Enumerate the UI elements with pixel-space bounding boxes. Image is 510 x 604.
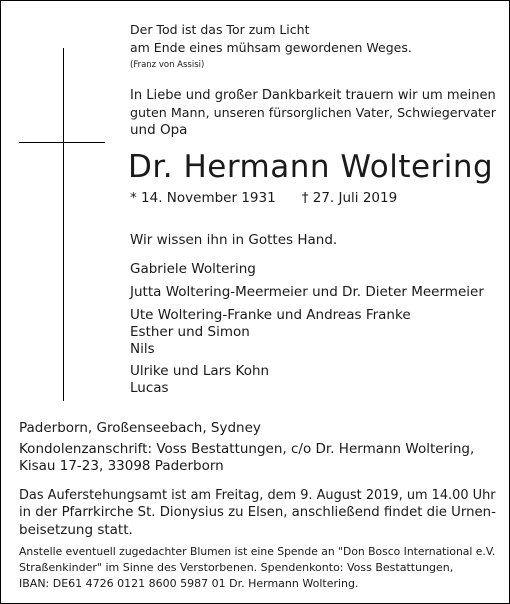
condolence-line-2: Kisau 17-23, 33098 Paderborn (19, 458, 224, 474)
places: Paderborn, Großenseebach, Sydney (19, 420, 261, 436)
cross-icon (63, 48, 64, 401)
donation-line-2: Straßenkinder" im Sinne des Verstorbenen. Spendenkonto: Voss Bestattungen, (19, 561, 454, 574)
donation-line-1: Anstelle eventuell zugedachter Blumen ist eine Spende an "Don Bosco International e.V. (19, 545, 496, 558)
mourner: Esther und Simon (130, 324, 250, 340)
service-line-1: Das Auferstehungsamt ist am Freitag, dem 9. August 2019, um 14.00 Uhr (19, 488, 496, 503)
mourner: Nils (130, 341, 155, 357)
mourner: Jutta Woltering-Meermeier und Dr. Dieter Meermeier (130, 284, 484, 300)
mourner: Lucas (130, 380, 169, 396)
death-date: † 27. Juli 2019 (301, 190, 398, 206)
condolence-line-1: Kondolenzanschrift: Voss Bestattungen, c/o Dr. Hermann Woltering, (19, 441, 475, 457)
intro-line-1: In Liebe und großer Dankbarkeit trauern wir um meinen (130, 88, 496, 103)
intro-line-2: guten Mann, unseren fürsorglichen Vater, Schwiegervater (130, 105, 496, 120)
deceased-name: Dr. Hermann Woltering (128, 149, 494, 185)
cross-icon-bar (19, 142, 105, 143)
faith-line: Wir wissen ihn in Gottes Hand. (130, 232, 338, 248)
service-line-2: in der Pfarrkirche St. Dionysius zu Elsen, anschließend findet die Urnen- (19, 505, 496, 520)
quote-line-2: am Ende eines mühsam gewordenen Weges. (130, 40, 412, 55)
mourner: Gabriele Woltering (130, 261, 256, 277)
quote-line-1: Der Tod ist das Tor zum Licht (130, 22, 310, 37)
life-dates (130, 190, 397, 206)
service-line-3: beisetzung statt. (19, 522, 133, 538)
quote-attribution: (Franz von Assisi) (130, 60, 205, 70)
mourner: Ulrike und Lars Kohn (130, 363, 270, 379)
donation-line-3: IBAN: DE61 4726 0121 8600 5987 01 Dr. Hermann Woltering. (19, 577, 359, 590)
mourner: Ute Woltering-Franke und Andreas Franke (130, 307, 411, 323)
intro-line-3: und Opa (130, 122, 188, 138)
birth-date: * 14. November 1931 (130, 190, 276, 206)
